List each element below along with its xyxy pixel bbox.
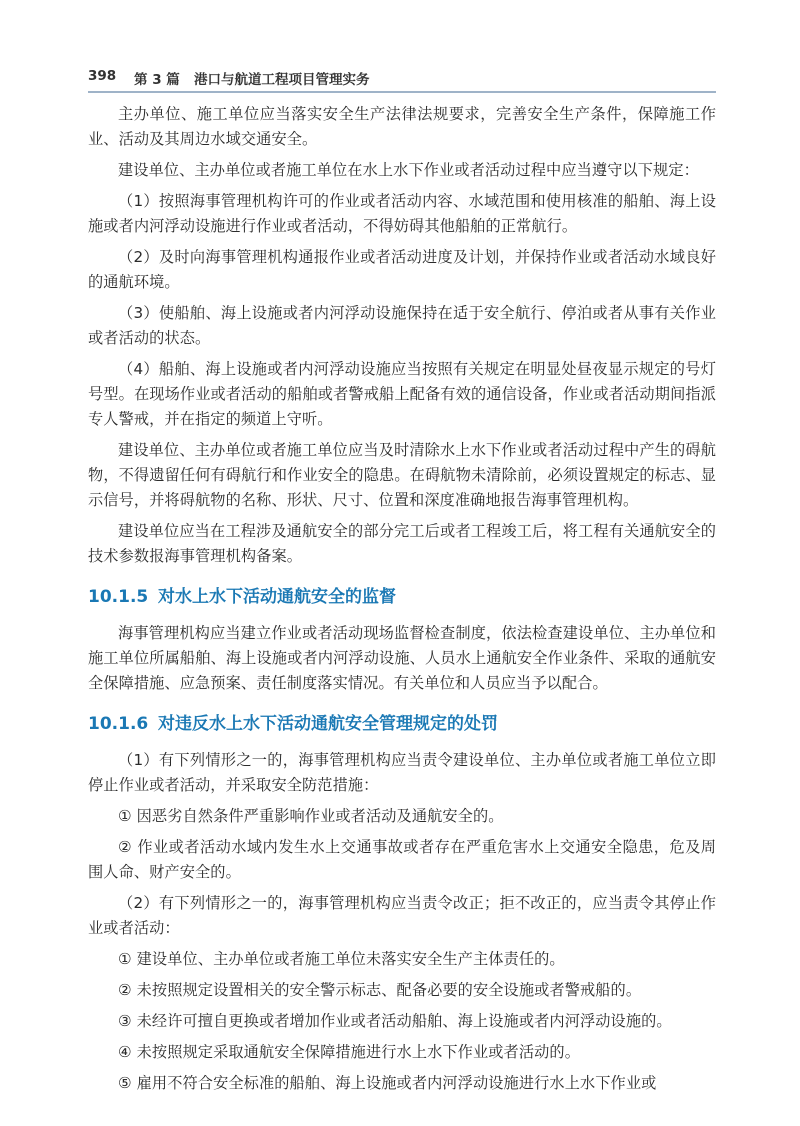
paragraph: 建设单位应当在工程涉及通航安全的部分完工后或者工程竣工后，将工程有关通航安全的技术参数报海事管理机构备案。 (88, 522, 716, 565)
section-number: 10.1.5 (88, 587, 149, 607)
list-item: （3）使船舶、海上设施或者内河浮动设施保持在适于安全航行、停泊或者从事有关作业或者活动的状态。 (88, 304, 716, 347)
list-item: （4）船舶、海上设施或者内河浮动设施应当按照有关规定在明显处昼夜显示规定的号灯号型。在现场作业或者活动的船舶或者警戒船上配备有效的通信设备，作业或者活动期间指派专人警戒，并在指定的频道上守听。 (88, 360, 716, 428)
list-item: （1）有下列情形之一的，海事管理机构应当责令建设单位、主办单位或者施工单位立即停止作业或者活动，并采取安全防范措施： (88, 751, 716, 794)
list-item: ⑤ 雇用不符合安全标准的船舶、海上设施或者内河浮动设施进行水上水下作业或 (118, 1074, 657, 1092)
section-number: 10.1.6 (88, 714, 149, 734)
section-title: 对违反水上水下活动通航安全管理规定的处罚 (158, 714, 498, 734)
paragraph: 建设单位、主办单位或者施工单位在水上水下作业或者活动过程中应当遵守以下规定： (118, 161, 699, 179)
list-item: ③ 未经许可擅自更换或者增加作业或者活动船舶、海上设施或者内河浮动设施的。 (118, 1012, 672, 1030)
part-label: 第 3 篇 (134, 72, 180, 88)
list-item: ① 建设单位、主办单位或者施工单位未落实安全生产主体责任的。 (118, 950, 565, 968)
list-item: ① 因恶劣自然条件严重影响作业或者活动及通航安全的。 (118, 807, 504, 825)
list-item: ④ 未按照规定采取通航安全保障措施进行水上水下作业或者活动的。 (118, 1043, 580, 1061)
list-item: （1）按照海事管理机构许可的作业或者活动内容、水域范围和使用核准的船舶、海上设施或者内河浮动设施进行作业或者活动，不得妨碍其他船舶的正常航行。 (88, 192, 716, 235)
section-heading-10-1-5 (88, 583, 716, 611)
paragraph: 海事管理机构应当建立作业或者活动现场监督检查制度，依法检查建设单位、主办单位和施工单位所属船舶、海上设施或者内河浮动设施、人员水上通航安全作业条件、采取的通航安全保障措施、应急预案、责任制度落实情况。有关单位和人员应当予以配合。 (88, 624, 716, 692)
page-body (88, 102, 716, 1096)
list-item: ② 作业或者活动水域内发生水上交通事故或者存在严重危害水上交通安全隐患，危及周围人命、财产安全的。 (88, 838, 716, 881)
header-divider (88, 91, 716, 93)
list-item: （2）及时向海事管理机构通报作业或者活动进度及计划，并保持作业或者活动水域良好的通航环境。 (88, 248, 716, 291)
section-title: 对水上水下活动通航安全的监督 (158, 587, 396, 607)
paragraph: 建设单位、主办单位或者施工单位应当及时清除水上水下作业或者活动过程中产生的碍航物，不得遗留任何有碍航行和作业安全的隐患。在碍航物未清除前，必须设置规定的标志、显示信号，并将碍航物的名称、形状、尺寸、位置和深度准确地报告海事管理机构。 (88, 441, 716, 509)
page-number: 398 (88, 68, 117, 84)
list-item: （2）有下列情形之一的，海事管理机构应当责令改正；拒不改正的，应当责令其停止作业或者活动： (88, 894, 716, 937)
section-heading-10-1-6 (88, 710, 716, 738)
list-item: ② 未按照规定设置相关的安全警示标志、配备必要的安全设施或者警戒船的。 (118, 981, 642, 999)
running-header (88, 68, 716, 90)
paragraph: 主办单位、施工单位应当落实安全生产法律法规要求，完善安全生产条件，保障施工作业、活动及其周边水域交通安全。 (88, 105, 716, 148)
book-part-title: 港口与航道工程项目管理实务 (194, 72, 370, 88)
